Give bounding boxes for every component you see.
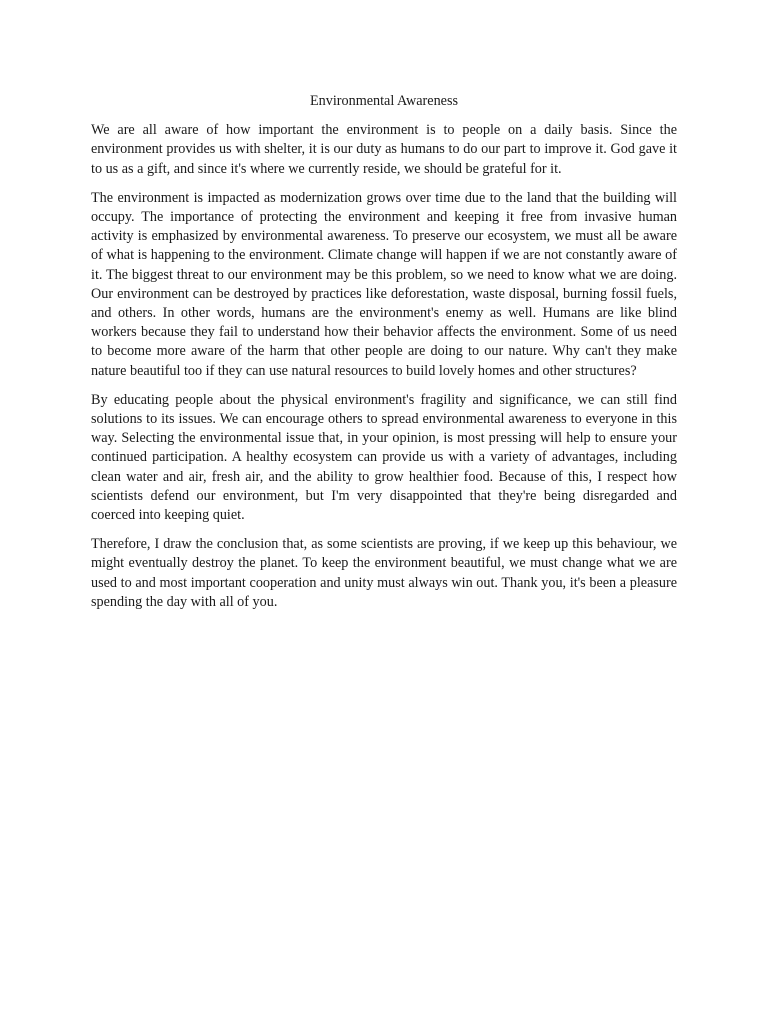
paragraph-education: By educating people about the physical environment's fragility and significance, we can still find solutions to its issues. We can encourage others to spread environmental awareness to everyone in this way. Selecting the environmental issue that, in your opinion, is most pressing will help to ensure your continued participation. A healthy ecosystem can provide us with a variety of advantages, including clean water and air, fresh air, and the ability to grow healthier food. Because of this, I respect how scientists defend our environment, but I'm very disappointed that they're being disregarded and coerced into keeping quiet.	[91, 391, 677, 524]
paragraph-conclusion: Therefore, I draw the conclusion that, as some scientists are proving, if we keep up this behaviour, we might eventually destroy the planet. To keep the environment beautiful, we must change what we are used to and most important cooperation and unity must always win out. Thank you, it's been a pleasure spending the day with all of you.	[91, 536, 677, 610]
document-title: Environmental Awareness	[309, 93, 459, 109]
paragraph-impact: The environment is impacted as modernization grows over time due to the land that the building will occupy. The importance of protecting the environment and keeping it free from invasive human activity is emphasized by environmental awareness. To preserve our ecosystem, we must all be aware of what is happening to the environment. Climate change will happen if we are not constantly aware of it. The biggest threat to our environment may be this problem, so we need to know what we are doing. Our environment can be destroyed by practices like deforestation, waste disposal, burning fossil fuels, and others. In other words, humans are the environment's enemy as well. Humans are like blind workers because they fail to understand how their behavior affects the environment. Some of us need to become more aware of the harm that other people are doing to our nature. Why can't they make nature beautiful too if they can use natural resources to build lovely homes and other structures?	[91, 189, 677, 379]
document-body	[91, 92, 677, 612]
paragraph-introduction: We are all aware of how important the environment is to people on a daily basis. Since the environment provides us with shelter, it is our duty as humans to do our part to improve it. God gave it to us as a gift, and since it's where we currently reside, we should be grateful for it.	[91, 122, 677, 177]
